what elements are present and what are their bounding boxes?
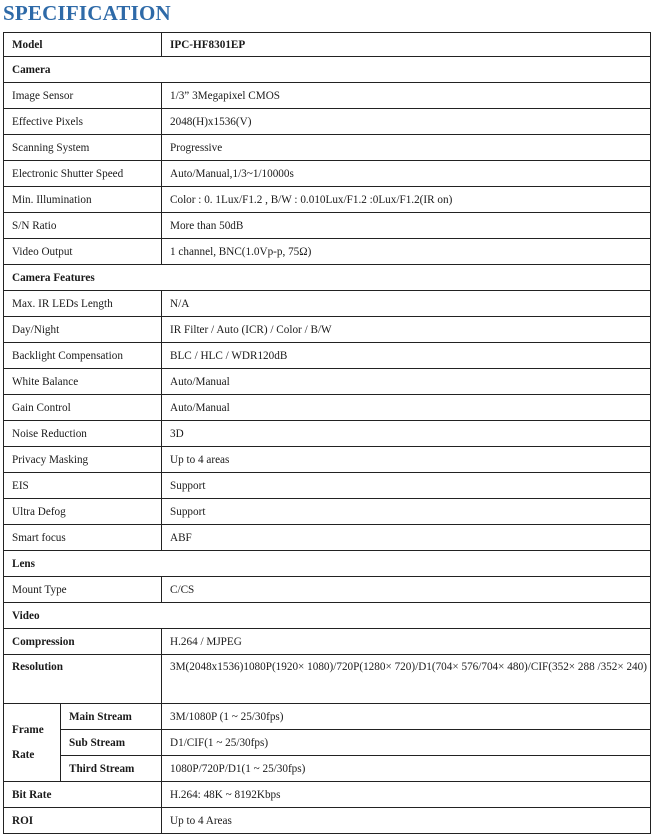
table-row bbox=[4, 421, 651, 447]
spec-value: H.264 / MJPEG bbox=[162, 629, 651, 655]
spec-label: White Balance bbox=[4, 369, 162, 395]
table-row bbox=[4, 395, 651, 421]
spec-value: Auto/Manual,1/3~1/10000s bbox=[162, 161, 651, 187]
spec-value: Up to 4 Areas bbox=[162, 808, 651, 834]
table-row bbox=[4, 629, 651, 655]
spec-value: 1 channel, BNC(1.0Vp-p, 75Ω) bbox=[162, 239, 651, 265]
spec-value: N/A bbox=[162, 291, 651, 317]
spec-value: BLC / HLC / WDR120dB bbox=[162, 343, 651, 369]
stream-value: D1/CIF(1 ~ 25/30fps) bbox=[162, 730, 651, 756]
table-row bbox=[4, 808, 651, 834]
spec-label: Backlight Compensation bbox=[4, 343, 162, 369]
frame-rate-label bbox=[4, 704, 61, 782]
table-row bbox=[4, 369, 651, 395]
table-row bbox=[4, 499, 651, 525]
spec-label: ROI bbox=[4, 808, 162, 834]
section-title-camera-features: Camera Features bbox=[4, 265, 651, 291]
spec-label: Mount Type bbox=[4, 577, 162, 603]
section-title-lens: Lens bbox=[4, 551, 651, 577]
stream-label: Sub Stream bbox=[61, 730, 162, 756]
stream-label: Third Stream bbox=[61, 756, 162, 782]
table-row bbox=[4, 291, 651, 317]
spec-label: Resolution bbox=[4, 655, 162, 704]
spec-value: Progressive bbox=[162, 135, 651, 161]
spec-value: 1/3” 3Megapixel CMOS bbox=[162, 83, 651, 109]
table-row bbox=[4, 525, 651, 551]
table-row bbox=[4, 83, 651, 109]
stream-value: 3M/1080P (1 ~ 25/30fps) bbox=[162, 704, 651, 730]
spec-label: Bit Rate bbox=[4, 782, 162, 808]
spec-label: Smart focus bbox=[4, 525, 162, 551]
spec-label: Image Sensor bbox=[4, 83, 162, 109]
frame-rate-label-line2: Rate bbox=[12, 748, 35, 761]
spec-label: Day/Night bbox=[4, 317, 162, 343]
spec-value: H.264: 48K ~ 8192Kbps bbox=[162, 782, 651, 808]
spec-label: EIS bbox=[4, 473, 162, 499]
stream-value: 1080P/720P/D1(1 ~ 25/30fps) bbox=[162, 756, 651, 782]
page-title: SPECIFICATION bbox=[3, 1, 171, 25]
spec-label: Electronic Shutter Speed bbox=[4, 161, 162, 187]
table-row bbox=[4, 187, 651, 213]
table-row bbox=[4, 447, 651, 473]
section-title-video: Video bbox=[4, 603, 651, 629]
model-value: IPC-HF8301EP bbox=[162, 33, 651, 57]
spec-label: Ultra Defog bbox=[4, 499, 162, 525]
table-row bbox=[4, 577, 651, 603]
section-header-camera bbox=[4, 57, 651, 83]
table-row bbox=[4, 473, 651, 499]
spec-value: More than 50dB bbox=[162, 213, 651, 239]
spec-value: Support bbox=[162, 473, 651, 499]
spec-value: Auto/Manual bbox=[162, 395, 651, 421]
spec-value: Support bbox=[162, 499, 651, 525]
spec-value: C/CS bbox=[162, 577, 651, 603]
table-row bbox=[4, 317, 651, 343]
table-row-frame-rate bbox=[4, 704, 651, 730]
spec-value: Auto/Manual bbox=[162, 369, 651, 395]
spec-label: S/N Ratio bbox=[4, 213, 162, 239]
spec-label: Gain Control bbox=[4, 395, 162, 421]
table-row bbox=[4, 161, 651, 187]
table-row bbox=[4, 730, 651, 756]
table-row bbox=[4, 782, 651, 808]
section-header-lens bbox=[4, 551, 651, 577]
spec-label: Scanning System bbox=[4, 135, 162, 161]
table-row bbox=[4, 756, 651, 782]
section-header-video bbox=[4, 603, 651, 629]
spec-value: 2048(H)x1536(V) bbox=[162, 109, 651, 135]
table-row bbox=[4, 343, 651, 369]
specification-table bbox=[3, 32, 651, 834]
spec-label: Video Output bbox=[4, 239, 162, 265]
table-row bbox=[4, 135, 651, 161]
spec-value: ABF bbox=[162, 525, 651, 551]
spec-value: 3D bbox=[162, 421, 651, 447]
spec-label: Compression bbox=[4, 629, 162, 655]
table-row bbox=[4, 109, 651, 135]
spec-label: Max. IR LEDs Length bbox=[4, 291, 162, 317]
spec-value: 3M(2048x1536)1080P(1920× 1080)/720P(1280× 720)/D1(704× 576/704× 480)/CIF(352× 288 /352× 240) bbox=[162, 655, 651, 704]
spec-label: Min. Illumination bbox=[4, 187, 162, 213]
spec-label: Noise Reduction bbox=[4, 421, 162, 447]
section-header-camera-features bbox=[4, 265, 651, 291]
model-label: Model bbox=[4, 33, 162, 57]
spec-value: Color : 0. 1Lux/F1.2 , B/W : 0.010Lux/F1.2 :0Lux/F1.2(IR on) bbox=[162, 187, 651, 213]
table-row bbox=[4, 239, 651, 265]
spec-label: Effective Pixels bbox=[4, 109, 162, 135]
section-title-camera: Camera bbox=[4, 57, 651, 83]
spec-label: Privacy Masking bbox=[4, 447, 162, 473]
spec-value: Up to 4 areas bbox=[162, 447, 651, 473]
spec-value: IR Filter / Auto (ICR) / Color / B/W bbox=[162, 317, 651, 343]
frame-rate-label-line1: Frame bbox=[12, 723, 44, 736]
stream-label: Main Stream bbox=[61, 704, 162, 730]
table-row bbox=[4, 655, 651, 704]
table-row-model bbox=[4, 33, 651, 57]
table-row bbox=[4, 213, 651, 239]
